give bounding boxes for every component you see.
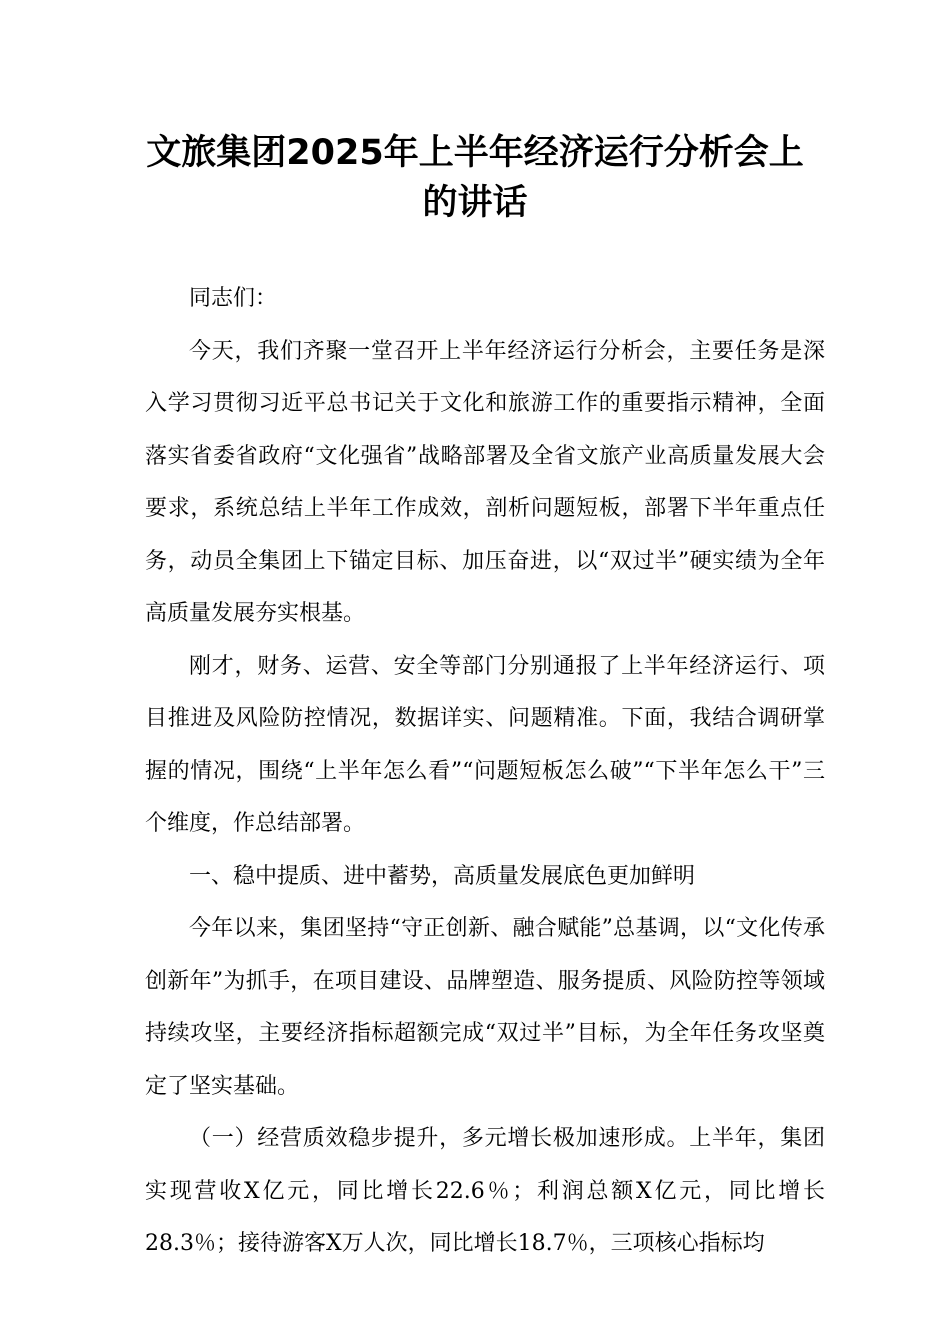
title-line-2: 的讲话 (422, 183, 528, 223)
page-title (120, 128, 830, 228)
speech-body (145, 273, 825, 1271)
paragraph-subsection-1: （一）经营质效稳步提升，多元增长极加速形成。上半年，集团实现营收X亿元，同比增长22.6％；利润总额X亿元，同比增长28.3％；接待游客X万人次，同比增长18.7％，三项核心指标均 (145, 1126, 825, 1256)
section-heading-1: 一、稳中提质、进中蓄势，高质量发展底色更加鲜明 (189, 863, 696, 889)
paragraph-opening: 今天，我们齐聚一堂召开上半年经济运行分析会，主要任务是深入学习贯彻习近平总书记关于文化和旅游工作的重要指示精神，全面落实省委省政府“文化强省”战略部署及全省文旅产业高质量发展大会要求，系统总结上半年工作成效，剖析问题短板，部署下半年重点任务，动员全集团上下锚定目标、加压奋进，以“双过半”硬实绩为全年高质量发展夯实根基。 (145, 338, 825, 626)
paragraph-section-intro: 今年以来，集团坚持“守正创新、融合赋能”总基调，以“文化传承创新年”为抓手，在项目建设、品牌塑造、服务提质、风险防控等领域持续攻坚，主要经济指标超额完成“双过半”目标，为全年任务攻坚奠定了坚实基础。 (145, 916, 825, 1099)
title-line-1: 文旅集团2025年上半年经济运行分析会上 (146, 133, 804, 173)
salutation: 同志们： (189, 286, 278, 311)
paragraph-reports: 刚才，财务、运营、安全等部门分别通报了上半年经济运行、项目推进及风险防控情况，数据详实、问题精准。下面，我结合调研掌握的情况，围绕“上半年怎么看”“问题短板怎么破”“下半年怎么干”三个维度，作总结部署。 (145, 653, 825, 836)
